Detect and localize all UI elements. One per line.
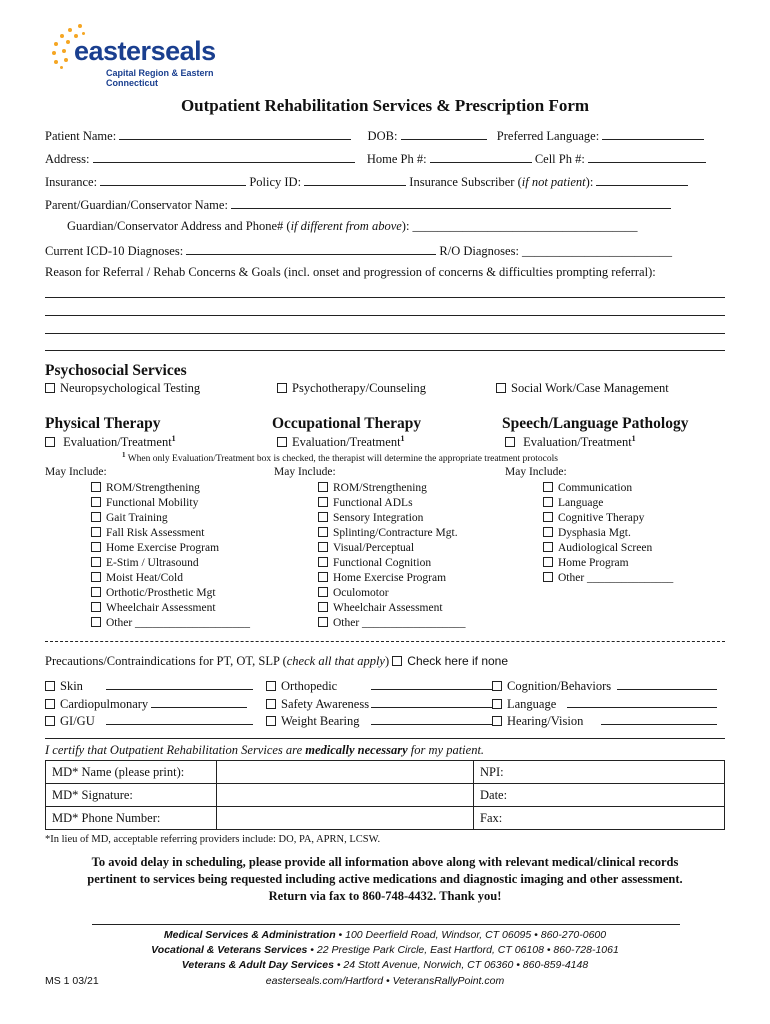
ot-option[interactable]: Visual/Perceptual bbox=[318, 541, 466, 556]
md-signature-label: MD* Signature: bbox=[46, 784, 217, 807]
insurance-input[interactable] bbox=[100, 173, 246, 186]
fax-input[interactable] bbox=[519, 807, 725, 830]
address-label: Address: bbox=[45, 152, 90, 166]
precaution-cardiopulmonary[interactable]: Cardiopulmonary bbox=[45, 695, 253, 713]
cell-phone-label: Cell Ph #: bbox=[534, 152, 585, 166]
checkbox-psychotherapy[interactable]: Psychotherapy/Counseling bbox=[277, 381, 426, 396]
slp-option[interactable]: Language bbox=[543, 496, 673, 511]
precaution-hearing-vision[interactable]: Hearing/Vision bbox=[492, 712, 717, 730]
date-input[interactable] bbox=[519, 784, 725, 807]
slp-option[interactable]: Communication bbox=[543, 481, 673, 496]
pt-option[interactable]: Wheelchair Assessment bbox=[91, 601, 250, 616]
ot-option[interactable]: Home Exercise Program bbox=[318, 571, 466, 586]
slp-option[interactable]: Dysphasia Mgt. bbox=[543, 526, 673, 541]
address-input[interactable] bbox=[93, 150, 355, 163]
precaution-weight-bearing[interactable]: Weight Bearing bbox=[266, 712, 493, 730]
fax-label: Fax: bbox=[474, 807, 520, 830]
home-phone-input[interactable] bbox=[430, 150, 532, 163]
ot-heading: Occupational Therapy bbox=[272, 415, 422, 432]
brand-name: easterseals bbox=[74, 36, 216, 66]
form-title: Outpatient Rehabilitation Services & Prescription Form bbox=[180, 96, 590, 115]
ot-option[interactable]: Functional ADLs bbox=[318, 496, 466, 511]
slp-options-list bbox=[543, 481, 673, 586]
precaution-skin[interactable]: Skin bbox=[45, 677, 253, 695]
precaution-safety[interactable]: Safety Awareness bbox=[266, 695, 493, 713]
ot-options-list bbox=[318, 481, 466, 631]
dob-label: DOB: bbox=[367, 129, 398, 143]
pt-eval-checkbox[interactable]: Evaluation/Treatment$^1$ bbox=[45, 434, 176, 450]
home-phone-label: Home Ph #: bbox=[366, 152, 427, 166]
md-phone-label: MD* Phone Number: bbox=[46, 807, 217, 830]
ro-diagnoses-label: R/O Diagnoses: ________________________ bbox=[439, 244, 673, 258]
md-phone-input[interactable] bbox=[217, 807, 474, 830]
slp-eval-checkbox[interactable]: Evaluation/Treatment$^1$ bbox=[505, 434, 636, 450]
pt-option[interactable]: Orthotic/Prosthetic Mgt bbox=[91, 586, 250, 601]
ot-option[interactable]: Sensory Integration bbox=[318, 511, 466, 526]
checkbox-icon[interactable] bbox=[277, 383, 287, 393]
md-note: *In lieu of MD, acceptable referring providers include: DO, PA, APRN, LCSW. bbox=[45, 834, 381, 845]
patient-name-input[interactable] bbox=[119, 127, 351, 140]
notice: To avoid delay in scheduling, please provide all information above along with relevant medical/clinical records pertinent to services being requested including active medications and diagnostic imaging and other assessment. Return via fax to 860-748-4432. Thank you! bbox=[87, 855, 683, 903]
cell-phone-input[interactable] bbox=[588, 150, 706, 163]
brand-subline-1: Capital Region & Eastern bbox=[106, 68, 214, 78]
pt-may-include: May Include: bbox=[45, 466, 107, 478]
ot-option[interactable]: Functional Cognition bbox=[318, 556, 466, 571]
insurance-label: Insurance: bbox=[45, 175, 98, 189]
psychosocial-heading: Psychosocial Services bbox=[45, 362, 187, 379]
pt-option[interactable]: Gait Training bbox=[91, 511, 250, 526]
footnote: $^1$ When only Evaluation/Treatment box is checked, the therapist will determine the appropriate treatment protocols bbox=[122, 451, 558, 465]
date-label: Date: bbox=[474, 784, 520, 807]
ot-option[interactable]: Oculomotor bbox=[318, 586, 466, 601]
policy-id-label: Policy ID: bbox=[249, 175, 302, 189]
reason-label: Reason for Referral / Rehab Concerns & Goals (incl. onset and progression of concerns & difficulties prompting referral): bbox=[45, 265, 656, 279]
reason-line-1[interactable] bbox=[45, 297, 725, 298]
icd10-label: Current ICD-10 Diagnoses: bbox=[45, 244, 184, 258]
guardian-name-label: Parent/Guardian/Conservator Name: bbox=[45, 198, 228, 212]
checkbox-icon[interactable] bbox=[277, 437, 287, 447]
logo bbox=[48, 22, 248, 92]
precaution-gigu[interactable]: GI/GU bbox=[45, 712, 253, 730]
pt-heading: Physical Therapy bbox=[45, 415, 161, 432]
dashed-divider bbox=[45, 641, 725, 642]
slp-option[interactable]: Other _______________ bbox=[543, 571, 673, 586]
dob-input[interactable] bbox=[401, 127, 487, 140]
ot-option[interactable]: Wheelchair Assessment bbox=[318, 601, 466, 616]
checkbox-icon[interactable] bbox=[392, 656, 402, 666]
slp-heading: Speech/Language Pathology bbox=[502, 415, 689, 432]
guardian-name-input[interactable] bbox=[231, 196, 671, 209]
npi-label: NPI: bbox=[474, 761, 520, 784]
ot-option[interactable]: ROM/Strengthening bbox=[318, 481, 466, 496]
ot-option[interactable]: Splinting/Contracture Mgt. bbox=[318, 526, 466, 541]
slp-option[interactable]: Home Program bbox=[543, 556, 673, 571]
certify-divider bbox=[45, 738, 725, 739]
patient-name-label: Patient Name: bbox=[45, 129, 117, 143]
slp-option[interactable]: Cognitive Therapy bbox=[543, 511, 673, 526]
brand-subline-2: Connecticut bbox=[106, 78, 159, 88]
checkbox-none[interactable]: Check here if none bbox=[392, 654, 508, 668]
precaution-orthopedic[interactable]: Orthopedic bbox=[266, 677, 493, 695]
md-name-label: MD* Name (please print): bbox=[46, 761, 217, 784]
insurance-subscriber-label: Insurance Subscriber (if not patient): bbox=[409, 175, 594, 189]
slp-option[interactable]: Audiological Screen bbox=[543, 541, 673, 556]
ot-option[interactable]: Other __________________ bbox=[318, 616, 466, 631]
checkbox-icon[interactable] bbox=[505, 437, 515, 447]
precaution-cognition[interactable]: Cognition/Behaviors bbox=[492, 677, 717, 695]
pt-option[interactable]: Other ____________________ bbox=[91, 616, 250, 631]
md-table bbox=[45, 760, 725, 830]
reason-line-2[interactable] bbox=[45, 315, 725, 316]
preferred-language-label: Preferred Language: bbox=[496, 129, 600, 143]
npi-input[interactable] bbox=[519, 761, 725, 784]
form-code: MS 1 03/21 bbox=[45, 975, 99, 987]
md-signature-input[interactable] bbox=[217, 784, 474, 807]
footer-divider bbox=[92, 924, 680, 925]
ot-eval-checkbox[interactable]: Evaluation/Treatment$^1$ bbox=[277, 434, 405, 450]
slp-may-include: May Include: bbox=[505, 466, 567, 478]
preferred-language-input[interactable] bbox=[602, 127, 704, 140]
reason-line-3[interactable] bbox=[45, 333, 725, 334]
pt-option[interactable]: Fall Risk Assessment bbox=[91, 526, 250, 541]
checkbox-icon[interactable] bbox=[496, 383, 506, 393]
checkbox-neuropsych[interactable]: Neuropsychological Testing bbox=[45, 381, 200, 396]
precaution-language[interactable]: Language bbox=[492, 695, 717, 713]
icd10-input[interactable] bbox=[186, 242, 436, 255]
pt-option[interactable]: Moist Heat/Cold bbox=[91, 571, 250, 586]
guardian-address-label: Guardian/Conservator Address and Phone# (if different from above): ____________________________________ bbox=[67, 219, 638, 233]
section-divider bbox=[45, 350, 725, 351]
pt-option[interactable]: ROM/Strengthening bbox=[91, 481, 250, 496]
pt-option[interactable]: E-Stim / Ultrasound bbox=[91, 556, 250, 571]
ot-may-include: May Include: bbox=[274, 466, 336, 478]
checkbox-icon[interactable] bbox=[45, 437, 55, 447]
footer-addresses: Medical Services & Administration • 100 Deerfield Road, Windsor, CT 06095 • 860-270-0600 Vocational & Veterans Services • 22 Prestige Park Circle, East Hartford, CT 06108 • 860-728-1061 Veterans & Adult Day Services • 24 Stott Avenue, Norwich, CT 06360 • 860-859-4148 bbox=[151, 929, 619, 971]
pt-option[interactable]: Home Exercise Program bbox=[91, 541, 250, 556]
policy-id-input[interactable] bbox=[304, 173, 406, 186]
checkbox-social-work[interactable]: Social Work/Case Management bbox=[496, 381, 669, 396]
pt-option[interactable]: Functional Mobility bbox=[91, 496, 250, 511]
insurance-subscriber-input[interactable] bbox=[596, 173, 688, 186]
footer-web[interactable]: easterseals.com/Hartford • VeteransRallyPoint.com bbox=[265, 975, 505, 987]
precautions-label: Precautions/Contraindications for PT, OT, SLP (check all that apply) bbox=[45, 654, 390, 668]
pt-options-list bbox=[91, 481, 250, 631]
md-name-input[interactable] bbox=[217, 761, 474, 784]
checkbox-icon[interactable] bbox=[45, 383, 55, 393]
certify-statement: I certify that Outpatient Rehabilitation Services are medically necessary for my patient. bbox=[45, 743, 485, 757]
